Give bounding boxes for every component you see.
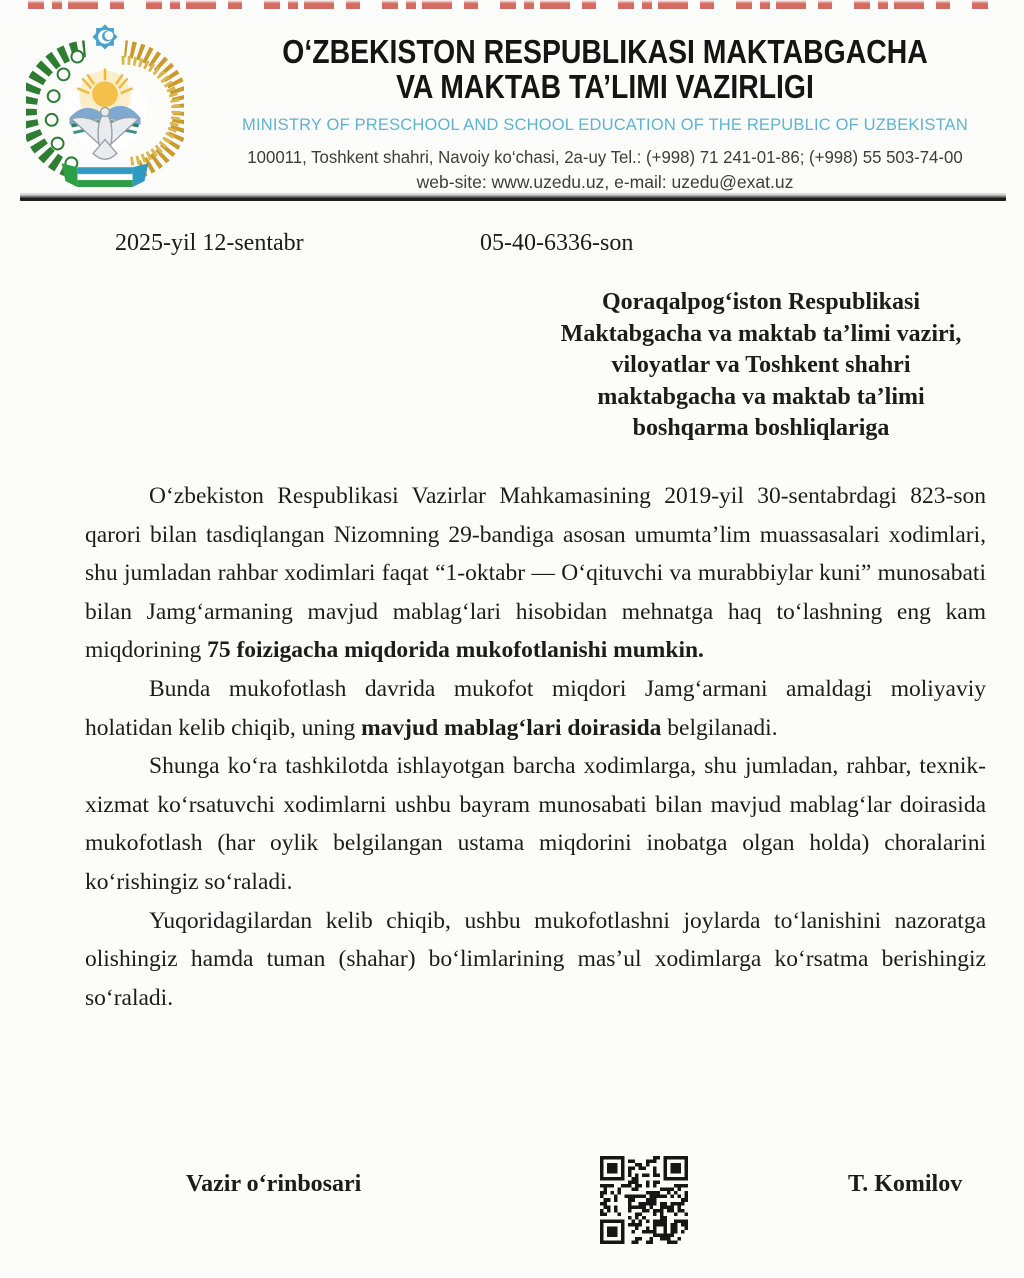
body-paragraph: O‘zbekiston Respublikasi Vazirlar Mahkamasining 2019-yil 30-sentabrdagi 823-son qarori bilan tasdiqlangan Nizomning 29-bandiga asosan umumta’lim muassasalari xodimlari, shu jumladan rahbar xodimlari faqat “1-oktabr — O‘qituvchi va murabbiylar kuni” munosabati bilan Jamg‘armaning mavjud mablag‘lari hisobidan mehnatga haq to‘lashning eng kam miqdorining 75 foizigacha miqdorida mukofotlanishi mumkin. — [85, 483, 986, 664]
addressee-line: boshqarma boshliqlariga — [632, 415, 890, 442]
header-separator-rule — [20, 193, 1006, 201]
signer-name: T. Komilov — [848, 1171, 963, 1197]
addressee-block — [520, 287, 1002, 445]
letterhead — [196, 34, 1014, 193]
body-paragraph: Yuqoridagilardan kelib chiqib, ushbu mukofotlashni joylarda to‘lanishini nazoratga olishingiz hamda tuman (shahar) bo‘limlarining mas’ul xodimlarga ko‘rsatma berishingiz so‘raladi. — [85, 907, 986, 1011]
body-paragraph: Shunga ko‘ra tashkilotda ishlayotgan barcha xodimlarga, shu jumladan, rahbar, texnik-xizmat ko‘rsatuvchi xodimlarni ushbu bayram munosabati bilan mavjud mablag‘lar doirasida mukofotlash (har oylik belgilangan ustama miqdorini inobatga olgan holda) choralarini ko‘rishingiz so‘raladi. — [85, 753, 986, 895]
uzbekistan-coat-of-arms-icon — [26, 22, 184, 192]
addressee-line: Qoraqalpog‘iston Respublikasi — [601, 289, 921, 315]
qr-code — [600, 1156, 688, 1244]
signer-position: Vazir o‘rinbosari — [186, 1171, 362, 1197]
body-paragraphs — [85, 477, 986, 1017]
document-date: 2025-yil 12-sentabr — [115, 230, 304, 256]
org-name-line2: VA MAKTAB TA’LIMI VAZIRLIGI — [396, 68, 814, 105]
addressee-line: viloyatlar va Toshkent shahri — [611, 352, 911, 379]
body-paragraph: Bunda mukofotlash davrida mukofot miqdori Jamg‘armani amaldagi moliyaviy holatidan kelib chiqib, uning mavjud mablag‘lari doirasida belgilanadi. — [85, 675, 986, 741]
address-phone-line: 100011, Toshkent shahri, Navoiy ko‘chasi, 2a-uy Tel.: (+998) 71 241-01-86; (+998) 55 503-74-00 — [247, 147, 963, 167]
document-number: 05-40-6336-son — [480, 230, 634, 256]
addressee-line: maktabgacha va maktab ta’limi — [597, 383, 925, 410]
addressee-line: Maktabgacha va maktab ta’limi vaziri, — [560, 320, 962, 347]
clipped-top-text-line — [28, 0, 988, 9]
website-email-line: web-site: www.uzedu.uz, e-mail: uzedu@exat.uz — [416, 172, 794, 192]
ministry-name-english: MINISTRY OF PRESCHOOL AND SCHOOL EDUCATION OF THE REPUBLIC OF UZBEKISTAN — [242, 115, 968, 134]
org-name-line1: O‘ZBEKISTON RESPUBLIKASI MAKTABGACHA — [282, 33, 928, 70]
